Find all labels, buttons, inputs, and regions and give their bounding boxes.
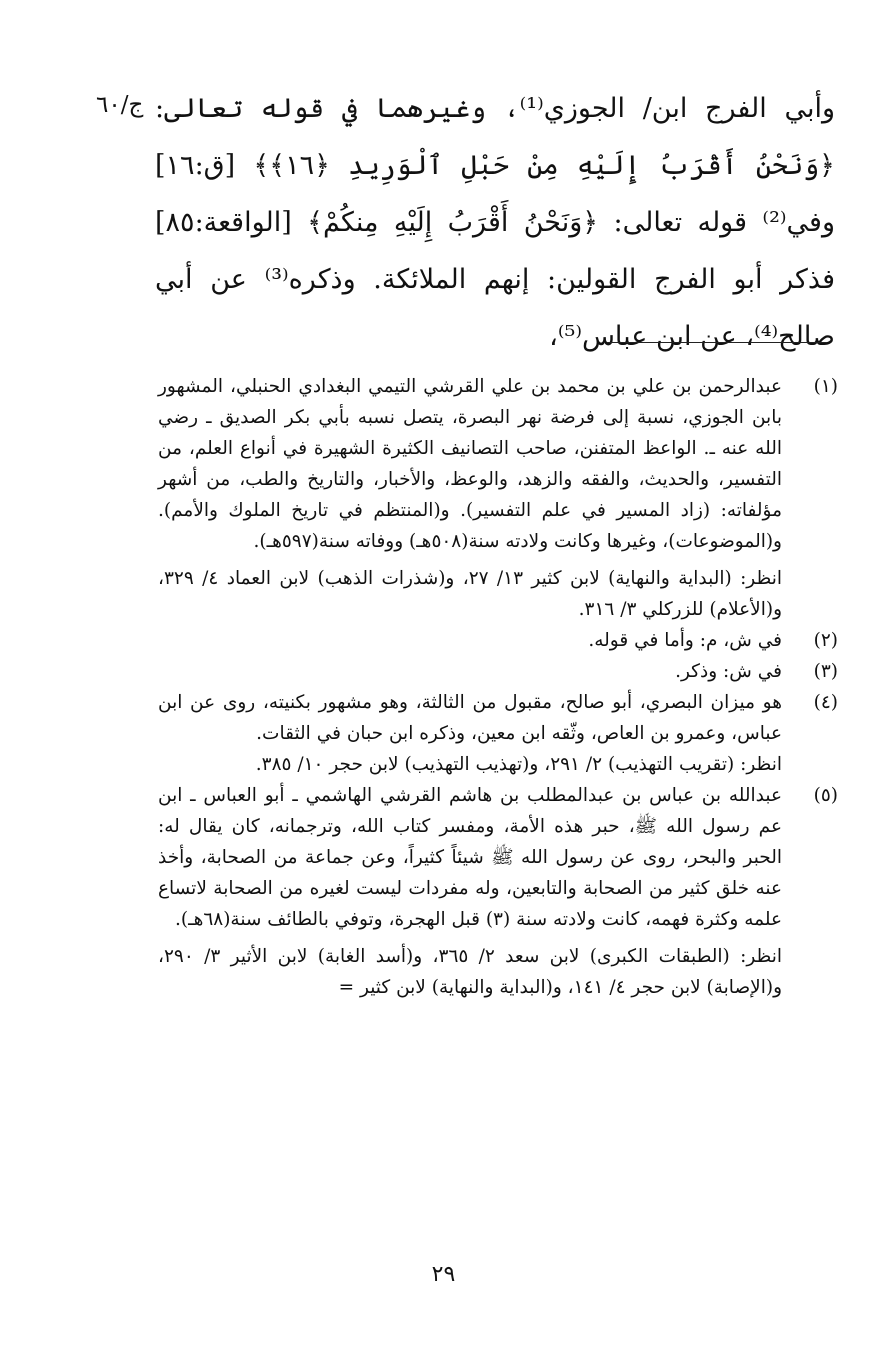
footnote-text: في ش: وذكر. (675, 661, 782, 682)
footnotes-section (158, 371, 838, 1003)
main-text-block (155, 80, 835, 365)
footnote-3 (158, 656, 838, 687)
footnote-number: (٢) (813, 630, 838, 651)
footnote-4 (158, 687, 838, 780)
footnote-body (158, 625, 782, 656)
footnote-text: هو ميزان البصري، أبو صالح، مقبول من الثالثة، وهو مشهور بكنيته، روى عن ابن عباس، وعمرو بن العاص، وثّقه ابن معين، وذكره ابن حبان في الثقات. (158, 692, 782, 744)
footnote-number: (١) (813, 376, 838, 397)
main-paragraph: وأبي الفرج ابن/ الجوزي⁽¹⁾، وغيرهما في قوله تعالى: ﴿وَنَحْنُ أَقْرَبُ إِلَيْهِ مِنْ حَبْلِ ٱلْوَرِيدِ ﴿١٦﴾﴾ [ق:١٦] وفي⁽²⁾ قوله تعالى: ﴿وَنَحْنُ أَقْرَبُ إِلَيْهِ مِنكُمْ﴾ [الواقعة:٨٥] فذكر أبو الفرج القولين: إنهم الملائكة. وذكره⁽³⁾ عن أبي صالح⁽⁴⁾، عن ابن عباس⁽⁵⁾، (155, 93, 836, 352)
footnote-number: (٥) (813, 785, 838, 806)
footnote-reference: انظر: (البداية والنهاية) لابن كثير ١٣/ ٢٧، و(شذرات الذهب) لابن العماد ٤/ ٣٢٩، و(الأعلام) للزركلي ٣/ ٣١٦. (158, 568, 782, 620)
footnote-body (158, 656, 782, 687)
footnote-reference: انظر: (تقريب التهذيب) ٢/ ٢٩١، و(تهذيب التهذيب) لابن حجر ١٠/ ٣٨٥. (255, 754, 782, 775)
footnote-body (158, 687, 782, 780)
footnote-text: عبدالله بن عباس بن عبدالمطلب بن هاشم القرشي الهاشمي ـ أبو العباس ـ ابن عم رسول الله ﷺ، حبر هذه الأمة، ومفسر كتاب الله، وترجمانه، كان يقال له: الحبر والبحر، روى عن رسول الله ﷺ شيئاً كثيراً، وعن جماعة من الصحابة، وأخذ عنه خلق كثير من الصحابة والتابعين، وله مفردات ليست لغيره من الصحابة لاتساع علمه وكثرة فهمه، كانت ولادته سنة (٣) قبل الهجرة، وتوفي بالطائف سنة(٦٨هـ). (158, 785, 782, 930)
footnote-text: في ش، م: وأما في قوله. (588, 630, 782, 651)
footnote-number: (٣) (813, 661, 838, 682)
page-number: ٢٩ (431, 1262, 456, 1287)
footnote-2 (158, 625, 838, 656)
footnote-separator (607, 342, 827, 343)
footnote-body (158, 780, 782, 1003)
manuscript-folio-reference: ج/٦٠ (96, 92, 144, 118)
footnote-reference: انظر: (الطبقات الكبرى) لابن سعد ٢/ ٣٦٥، و(أسد الغابة) لابن الأثير ٣/ ٢٩٠، و(الإصابة) لابن حجر ٤/ ١٤١، و(البداية والنهاية) لابن كثير = (158, 946, 782, 998)
footnote-1 (158, 371, 838, 625)
footnote-number: (٤) (813, 692, 838, 713)
footnote-body (158, 371, 782, 625)
footnote-5 (158, 780, 838, 1003)
footnote-text: عبدالرحمن بن علي بن محمد بن علي القرشي التيمي البغدادي الحنبلي، المشهور بابن الجوزي، نسبة إلى فرضة نهر البصرة، يتصل نسبه بأبي بكر الصديق ـ رضي الله عنه ـ. الواعظ المتفنن، صاحب التصانيف الكثيرة الشهيرة في أنواع العلم، من التفسير، والحديث، والفقه والزهد، والوعظ، والأخبار، والتاريخ والطب، من أشهر مؤلفاته: (زاد المسير في علم التفسير). و(المنتظم في تاريخ الملوك والأمم). و(الموضوعات)، وغيرها وكانت ولادته سنة(٥٠٨هـ) ووفاته سنة(٥٩٧هـ). (158, 376, 782, 552)
